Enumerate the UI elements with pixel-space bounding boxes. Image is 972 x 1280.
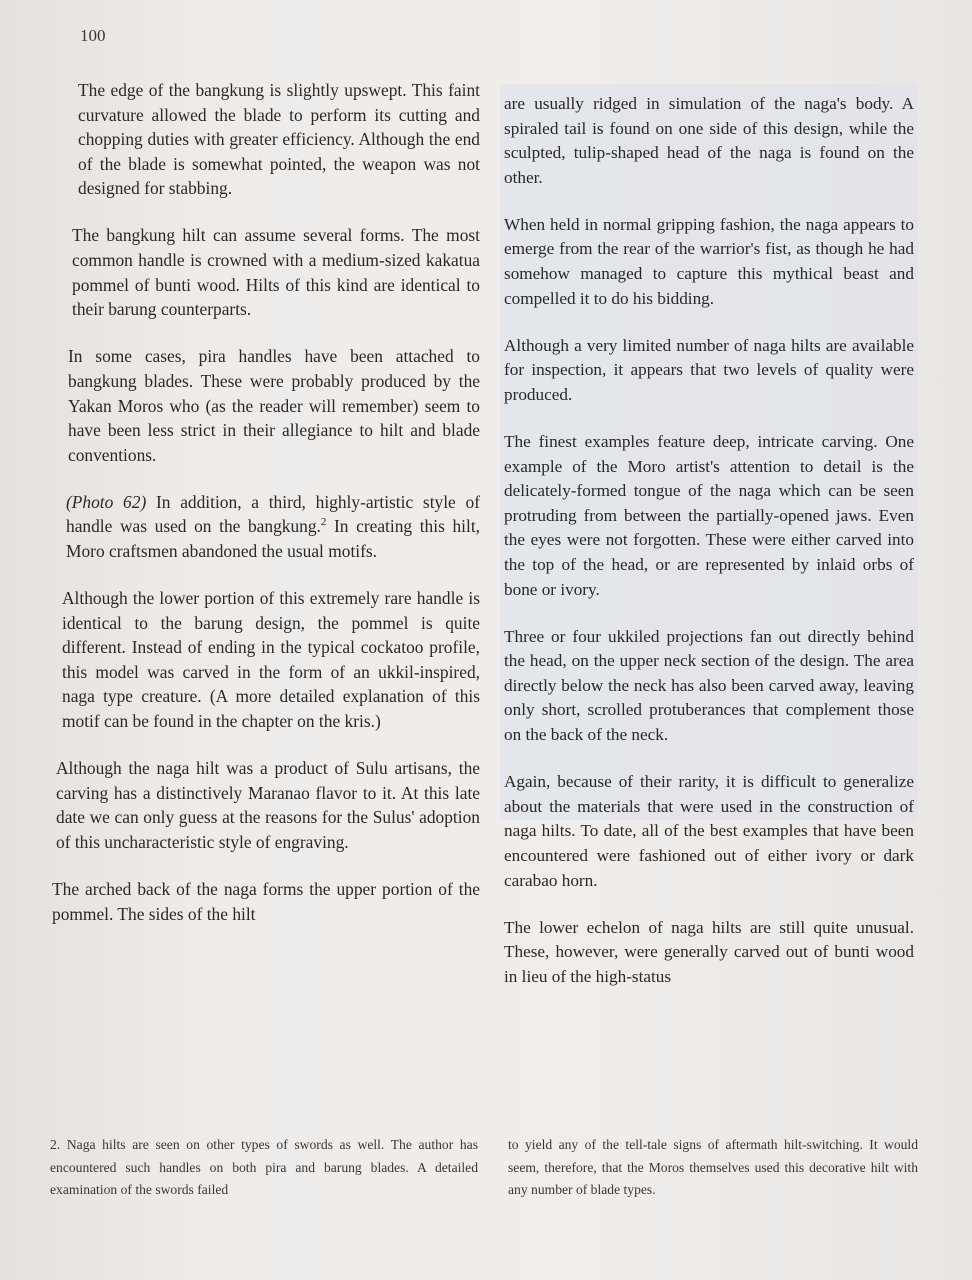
footnote-right: to yield any of the tell-tale signs of aftermath hilt-switching. It would seem, therefore, that the Moros themselves used this decorative hilt with any number of blade types.	[508, 1137, 918, 1197]
footnotes	[50, 1134, 918, 1202]
paragraph: The lower echelon of naga hilts are still quite unusual. These, however, were generally carved out of bunti wood in lieu of the high-status	[504, 917, 914, 986]
paragraph: The finest examples feature deep, intricate carving. One example of the Moro artist's attention to detail is the delicately-formed tongue of the naga which can be seen protruding from between the partially-opened jaws. Even the eyes were not forgotten. These were either carved into the top of the head, or are represented by inlaid orbs of bone or ivory.	[504, 432, 914, 599]
paragraph: The bangkung hilt can assume several forms. The most common handle is crowned with a medium-sized kakatua pommel of bunti wood. Hilts of this kind are identical to their barung counterparts.	[72, 225, 480, 320]
right-column	[504, 92, 914, 1012]
paragraph: are usually ridged in simulation of the naga's body. A spiraled tail is found on one side of this design, while the sculpted, tulip-shaped head of the naga is found on the other.	[504, 94, 914, 187]
paragraph: The edge of the bangkung is slightly upswept. This faint curvature allowed the blade to perform its cutting and chopping duties with greater efficiency. Although the end of the blade is somewhat pointed, the weapon was not designed for stabbing.	[78, 80, 480, 199]
footnote-left: 2. Naga hilts are seen on other types of swords as well. The author has encountered such handles on both pira and barung blades. A detailed examination of the swords failed	[50, 1137, 478, 1197]
page-number: 100	[80, 26, 106, 45]
photo-reference: (Photo 62)	[66, 491, 147, 512]
paragraph: Although a very limited number of naga hilts are available for inspection, it appears that two levels of quality were produced.	[504, 335, 914, 404]
paragraph-text: In creating this hilt, Moro craftsmen abandoned the usual motifs.	[66, 516, 480, 561]
paragraph: Three or four ukkiled projections fan out directly behind the head, on the upper neck section of the design. The area directly below the neck has also been carved away, leaving only short, scrolled protuberances that complement those on the back of the neck.	[504, 626, 914, 745]
paragraph: Although the naga hilt was a product of Sulu artisans, the carving has a distinctively Maranao flavor to it. At this late date we can only guess at the reasons for the Sulus' adoption of this uncharacteristic style of engraving.	[56, 758, 480, 852]
paragraph-text: In addition, a third, highly-artistic style of handle was used on the bangkung.	[66, 491, 480, 537]
paragraph: Again, because of their rarity, it is difficult to generalize about the materials that were used in the construction of naga hilts. To date, all of the best examples that have been encountered were fashioned out of either ivory or dark carabao horn.	[504, 772, 914, 890]
footnote-marker: 2	[320, 516, 327, 529]
paragraph: Although the lower portion of this extremely rare handle is identical to the barung design, the pommel is quite different. Instead of ending in the typical cockatoo profile, this model was carved in the form of an ukkil-inspired, naga type creature. (A more detailed explanation of this motif can be found in the chapter on the kris.)	[62, 588, 480, 732]
paragraph: The arched back of the naga forms the upper portion of the pommel. The sides of the hilt	[52, 879, 480, 924]
left-column	[52, 78, 480, 949]
paragraph	[52, 490, 480, 564]
paragraph: When held in normal gripping fashion, the naga appears to emerge from the rear of the warrior's fist, as though he had somehow managed to capture this mythical beast and compelled it to do his bidding.	[504, 214, 914, 308]
paragraph: In some cases, pira handles have been attached to bangkung blades. These were probably produced by the Yakan Moros who (as the reader will remember) seem to have been less strict in their allegiance to hilt and blade conventions.	[68, 346, 480, 465]
